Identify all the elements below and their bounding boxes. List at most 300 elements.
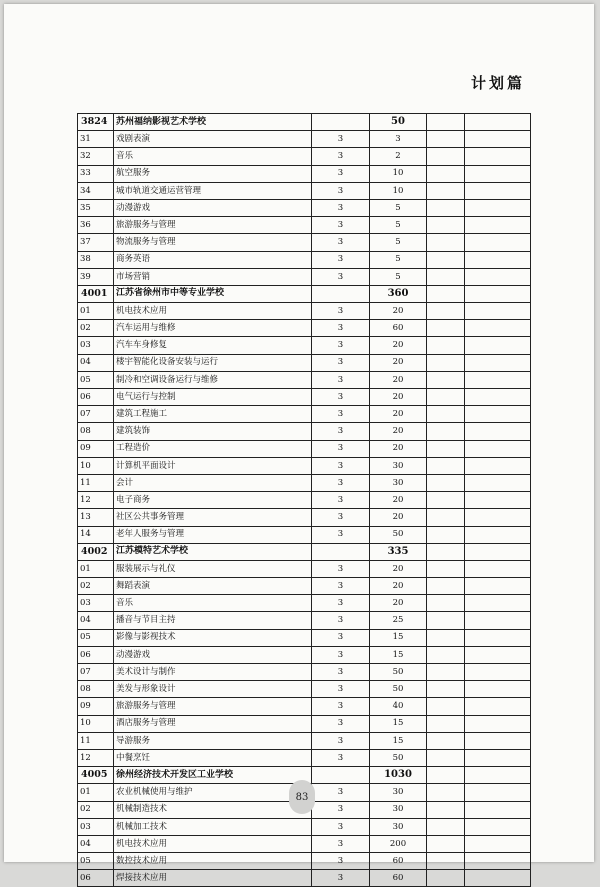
major-name: 汽车运用与维修 xyxy=(114,320,312,337)
major-years: 3 xyxy=(312,165,370,182)
major-extra-cell xyxy=(427,354,465,371)
major-remarks-cell xyxy=(465,595,531,612)
major-remarks-cell xyxy=(465,217,531,234)
major-plan: 5 xyxy=(370,251,427,268)
school-code: 3824 xyxy=(78,114,114,131)
major-row xyxy=(78,818,531,835)
major-plan: 30 xyxy=(370,457,427,474)
school-extra-cell xyxy=(427,767,465,784)
major-code: 07 xyxy=(78,664,114,681)
major-row xyxy=(78,664,531,681)
major-plan: 5 xyxy=(370,217,427,234)
major-years: 3 xyxy=(312,148,370,165)
major-name: 旅游服务与管理 xyxy=(114,217,312,234)
major-row xyxy=(78,835,531,852)
major-plan: 20 xyxy=(370,440,427,457)
major-years: 3 xyxy=(312,440,370,457)
major-name: 商务英语 xyxy=(114,251,312,268)
major-plan: 50 xyxy=(370,664,427,681)
major-code: 33 xyxy=(78,165,114,182)
major-plan: 60 xyxy=(370,853,427,870)
major-row xyxy=(78,474,531,491)
major-remarks-cell xyxy=(465,835,531,852)
major-code: 05 xyxy=(78,853,114,870)
major-plan: 40 xyxy=(370,698,427,715)
school-name: 苏州福纳影视艺术学校 xyxy=(114,114,312,131)
major-row xyxy=(78,165,531,182)
major-years: 3 xyxy=(312,303,370,320)
major-remarks-cell xyxy=(465,474,531,491)
major-plan: 60 xyxy=(370,320,427,337)
major-name: 美发与形象设计 xyxy=(114,681,312,698)
major-name: 汽车车身修复 xyxy=(114,337,312,354)
school-row xyxy=(78,543,531,560)
major-extra-cell xyxy=(427,268,465,285)
school-total: 50 xyxy=(370,114,427,131)
major-extra-cell xyxy=(427,165,465,182)
school-code: 4001 xyxy=(78,285,114,302)
major-extra-cell xyxy=(427,681,465,698)
major-years: 3 xyxy=(312,732,370,749)
major-plan: 15 xyxy=(370,715,427,732)
major-row xyxy=(78,870,531,887)
major-extra-cell xyxy=(427,835,465,852)
major-name: 音乐 xyxy=(114,148,312,165)
major-code: 11 xyxy=(78,474,114,491)
major-remarks-cell xyxy=(465,389,531,406)
major-row xyxy=(78,303,531,320)
major-years: 3 xyxy=(312,595,370,612)
major-years: 3 xyxy=(312,337,370,354)
major-extra-cell xyxy=(427,371,465,388)
major-name: 服装展示与礼仪 xyxy=(114,560,312,577)
major-remarks-cell xyxy=(465,320,531,337)
major-row xyxy=(78,217,531,234)
major-years: 3 xyxy=(312,474,370,491)
major-years: 3 xyxy=(312,199,370,216)
major-code: 02 xyxy=(78,578,114,595)
major-years: 3 xyxy=(312,612,370,629)
major-row xyxy=(78,595,531,612)
major-name: 航空服务 xyxy=(114,165,312,182)
major-code: 12 xyxy=(78,749,114,766)
major-name: 导游服务 xyxy=(114,732,312,749)
major-remarks-cell xyxy=(465,457,531,474)
major-remarks-cell xyxy=(465,612,531,629)
major-extra-cell xyxy=(427,303,465,320)
major-extra-cell xyxy=(427,182,465,199)
major-years: 3 xyxy=(312,698,370,715)
major-extra-cell xyxy=(427,578,465,595)
major-code: 10 xyxy=(78,715,114,732)
major-remarks-cell xyxy=(465,732,531,749)
major-extra-cell xyxy=(427,853,465,870)
major-remarks-cell xyxy=(465,715,531,732)
major-years: 3 xyxy=(312,870,370,887)
major-code: 12 xyxy=(78,492,114,509)
major-row xyxy=(78,457,531,474)
major-extra-cell xyxy=(427,423,465,440)
major-row xyxy=(78,131,531,148)
major-remarks-cell xyxy=(465,629,531,646)
major-code: 01 xyxy=(78,784,114,801)
major-years: 3 xyxy=(312,251,370,268)
major-years: 3 xyxy=(312,234,370,251)
major-name: 建筑装饰 xyxy=(114,423,312,440)
section-badge xyxy=(467,71,529,93)
major-plan: 15 xyxy=(370,629,427,646)
major-remarks-cell xyxy=(465,560,531,577)
major-code: 08 xyxy=(78,681,114,698)
major-remarks-cell xyxy=(465,509,531,526)
major-remarks-cell xyxy=(465,853,531,870)
major-code: 06 xyxy=(78,870,114,887)
major-extra-cell xyxy=(427,131,465,148)
major-name: 酒店服务与管理 xyxy=(114,715,312,732)
major-years: 3 xyxy=(312,131,370,148)
major-row xyxy=(78,578,531,595)
major-remarks-cell xyxy=(465,526,531,543)
school-remarks-cell xyxy=(465,285,531,302)
major-plan: 10 xyxy=(370,182,427,199)
major-name: 建筑工程施工 xyxy=(114,406,312,423)
major-extra-cell xyxy=(427,389,465,406)
school-name: 江苏省徐州市中等专业学校 xyxy=(114,285,312,302)
major-years: 3 xyxy=(312,217,370,234)
major-name: 播音与节目主持 xyxy=(114,612,312,629)
major-remarks-cell xyxy=(465,492,531,509)
major-years: 3 xyxy=(312,681,370,698)
major-name: 戏剧表演 xyxy=(114,131,312,148)
major-years: 3 xyxy=(312,578,370,595)
major-years: 3 xyxy=(312,801,370,818)
major-plan: 50 xyxy=(370,681,427,698)
major-code: 02 xyxy=(78,320,114,337)
major-extra-cell xyxy=(427,440,465,457)
major-extra-cell xyxy=(427,199,465,216)
major-plan: 20 xyxy=(370,423,427,440)
major-years: 3 xyxy=(312,320,370,337)
school-remarks-cell xyxy=(465,543,531,560)
major-code: 35 xyxy=(78,199,114,216)
major-remarks-cell xyxy=(465,303,531,320)
major-extra-cell xyxy=(427,337,465,354)
major-code: 03 xyxy=(78,595,114,612)
enrollment-plan-table xyxy=(77,113,531,887)
major-extra-cell xyxy=(427,526,465,543)
major-code: 36 xyxy=(78,217,114,234)
major-years: 3 xyxy=(312,818,370,835)
major-remarks-cell xyxy=(465,268,531,285)
major-row xyxy=(78,492,531,509)
major-years: 3 xyxy=(312,749,370,766)
major-remarks-cell xyxy=(465,646,531,663)
major-plan: 20 xyxy=(370,492,427,509)
major-name: 音乐 xyxy=(114,595,312,612)
major-years: 3 xyxy=(312,406,370,423)
major-name: 楼宇智能化设备安装与运行 xyxy=(114,354,312,371)
major-years: 3 xyxy=(312,629,370,646)
major-row xyxy=(78,234,531,251)
major-years: 3 xyxy=(312,853,370,870)
major-remarks-cell xyxy=(465,440,531,457)
major-row xyxy=(78,509,531,526)
major-name: 物流服务与管理 xyxy=(114,234,312,251)
major-code: 11 xyxy=(78,732,114,749)
major-name: 市场营销 xyxy=(114,268,312,285)
major-code: 31 xyxy=(78,131,114,148)
major-name: 社区公共事务管理 xyxy=(114,509,312,526)
major-code: 04 xyxy=(78,835,114,852)
major-plan: 50 xyxy=(370,749,427,766)
major-row xyxy=(78,182,531,199)
major-years: 3 xyxy=(312,526,370,543)
document-page xyxy=(4,4,594,884)
page-number-tab xyxy=(289,780,315,814)
major-row xyxy=(78,681,531,698)
major-remarks-cell xyxy=(465,749,531,766)
major-remarks-cell xyxy=(465,165,531,182)
major-plan: 25 xyxy=(370,612,427,629)
major-plan: 20 xyxy=(370,303,427,320)
major-code: 39 xyxy=(78,268,114,285)
major-plan: 20 xyxy=(370,560,427,577)
major-code: 34 xyxy=(78,182,114,199)
major-plan: 50 xyxy=(370,526,427,543)
school-name: 徐州经济技术开发区工业学校 xyxy=(114,767,312,784)
major-code: 01 xyxy=(78,303,114,320)
major-row xyxy=(78,251,531,268)
major-years: 3 xyxy=(312,560,370,577)
major-row xyxy=(78,646,531,663)
major-name: 动漫游戏 xyxy=(114,646,312,663)
major-extra-cell xyxy=(427,646,465,663)
major-plan: 20 xyxy=(370,389,427,406)
major-code: 32 xyxy=(78,148,114,165)
school-total: 360 xyxy=(370,285,427,302)
major-extra-cell xyxy=(427,560,465,577)
major-row xyxy=(78,199,531,216)
major-extra-cell xyxy=(427,698,465,715)
major-name: 机械加工技术 xyxy=(114,818,312,835)
school-row xyxy=(78,114,531,131)
school-extra-cell xyxy=(427,285,465,302)
major-extra-cell xyxy=(427,595,465,612)
major-name: 焊接技术应用 xyxy=(114,870,312,887)
major-extra-cell xyxy=(427,870,465,887)
school-remarks-cell xyxy=(465,767,531,784)
major-plan: 5 xyxy=(370,199,427,216)
major-extra-cell xyxy=(427,818,465,835)
major-years: 3 xyxy=(312,457,370,474)
major-years: 3 xyxy=(312,423,370,440)
major-plan: 5 xyxy=(370,268,427,285)
major-years: 3 xyxy=(312,715,370,732)
major-row xyxy=(78,560,531,577)
major-remarks-cell xyxy=(465,801,531,818)
school-years-cell xyxy=(312,285,370,302)
major-extra-cell xyxy=(427,320,465,337)
major-code: 02 xyxy=(78,801,114,818)
major-code: 04 xyxy=(78,354,114,371)
major-name: 机械制造技术 xyxy=(114,801,312,818)
major-code: 08 xyxy=(78,423,114,440)
major-name: 舞蹈表演 xyxy=(114,578,312,595)
major-code: 37 xyxy=(78,234,114,251)
major-name: 数控技术应用 xyxy=(114,853,312,870)
major-extra-cell xyxy=(427,492,465,509)
major-years: 3 xyxy=(312,182,370,199)
major-remarks-cell xyxy=(465,251,531,268)
major-code: 05 xyxy=(78,371,114,388)
major-name: 影像与影视技术 xyxy=(114,629,312,646)
major-plan: 5 xyxy=(370,234,427,251)
major-years: 3 xyxy=(312,492,370,509)
major-extra-cell xyxy=(427,406,465,423)
major-extra-cell xyxy=(427,784,465,801)
page-number: 83 xyxy=(295,791,309,803)
major-name: 中餐烹饪 xyxy=(114,749,312,766)
major-extra-cell xyxy=(427,234,465,251)
school-row xyxy=(78,285,531,302)
school-code: 4002 xyxy=(78,543,114,560)
major-remarks-cell xyxy=(465,234,531,251)
major-remarks-cell xyxy=(465,664,531,681)
major-years: 3 xyxy=(312,664,370,681)
school-extra-cell xyxy=(427,543,465,560)
major-plan: 20 xyxy=(370,578,427,595)
major-remarks-cell xyxy=(465,131,531,148)
major-extra-cell xyxy=(427,732,465,749)
major-name: 城市轨道交通运营管理 xyxy=(114,182,312,199)
school-years-cell xyxy=(312,767,370,784)
major-name: 会计 xyxy=(114,474,312,491)
major-extra-cell xyxy=(427,474,465,491)
major-code: 06 xyxy=(78,646,114,663)
major-remarks-cell xyxy=(465,182,531,199)
major-years: 3 xyxy=(312,646,370,663)
major-code: 03 xyxy=(78,337,114,354)
major-extra-cell xyxy=(427,612,465,629)
major-plan: 20 xyxy=(370,406,427,423)
major-remarks-cell xyxy=(465,578,531,595)
major-code: 09 xyxy=(78,698,114,715)
major-extra-cell xyxy=(427,251,465,268)
major-plan: 60 xyxy=(370,870,427,887)
school-extra-cell xyxy=(427,114,465,131)
major-row xyxy=(78,732,531,749)
major-row xyxy=(78,406,531,423)
major-row xyxy=(78,354,531,371)
major-extra-cell xyxy=(427,457,465,474)
major-plan: 20 xyxy=(370,371,427,388)
major-plan: 20 xyxy=(370,354,427,371)
major-row xyxy=(78,853,531,870)
major-code: 01 xyxy=(78,560,114,577)
major-remarks-cell xyxy=(465,870,531,887)
major-row xyxy=(78,320,531,337)
school-total: 335 xyxy=(370,543,427,560)
major-row xyxy=(78,440,531,457)
major-row xyxy=(78,526,531,543)
major-code: 10 xyxy=(78,457,114,474)
major-remarks-cell xyxy=(465,423,531,440)
school-name: 江苏模特艺术学校 xyxy=(114,543,312,560)
major-row xyxy=(78,423,531,440)
major-code: 05 xyxy=(78,629,114,646)
major-plan: 15 xyxy=(370,732,427,749)
major-row xyxy=(78,715,531,732)
major-plan: 15 xyxy=(370,646,427,663)
major-extra-cell xyxy=(427,801,465,818)
major-years: 3 xyxy=(312,389,370,406)
major-plan: 30 xyxy=(370,474,427,491)
major-name: 动漫游戏 xyxy=(114,199,312,216)
major-extra-cell xyxy=(427,664,465,681)
major-name: 老年人服务与管理 xyxy=(114,526,312,543)
major-extra-cell xyxy=(427,509,465,526)
major-plan: 20 xyxy=(370,595,427,612)
major-years: 3 xyxy=(312,354,370,371)
major-code: 09 xyxy=(78,440,114,457)
school-remarks-cell xyxy=(465,114,531,131)
major-plan: 10 xyxy=(370,165,427,182)
major-name: 制冷和空调设备运行与维修 xyxy=(114,371,312,388)
major-row xyxy=(78,337,531,354)
major-years: 3 xyxy=(312,784,370,801)
major-name: 农业机械使用与维护 xyxy=(114,784,312,801)
major-row xyxy=(78,148,531,165)
school-code: 4005 xyxy=(78,767,114,784)
major-plan: 30 xyxy=(370,801,427,818)
major-code: 04 xyxy=(78,612,114,629)
major-extra-cell xyxy=(427,629,465,646)
major-name: 电子商务 xyxy=(114,492,312,509)
school-total: 1030 xyxy=(370,767,427,784)
major-code: 38 xyxy=(78,251,114,268)
major-row xyxy=(78,389,531,406)
major-code: 07 xyxy=(78,406,114,423)
major-row xyxy=(78,371,531,388)
major-row xyxy=(78,698,531,715)
major-row xyxy=(78,268,531,285)
major-extra-cell xyxy=(427,749,465,766)
major-row xyxy=(78,612,531,629)
section-badge-label: 计划篇 xyxy=(470,73,525,92)
major-plan: 200 xyxy=(370,835,427,852)
major-years: 3 xyxy=(312,509,370,526)
major-code: 03 xyxy=(78,818,114,835)
major-name: 计算机平面设计 xyxy=(114,457,312,474)
major-remarks-cell xyxy=(465,199,531,216)
major-remarks-cell xyxy=(465,784,531,801)
major-plan: 2 xyxy=(370,148,427,165)
major-remarks-cell xyxy=(465,354,531,371)
major-plan: 30 xyxy=(370,784,427,801)
major-code: 13 xyxy=(78,509,114,526)
major-remarks-cell xyxy=(465,371,531,388)
enrollment-plan-body xyxy=(78,114,531,887)
major-extra-cell xyxy=(427,217,465,234)
major-remarks-cell xyxy=(465,681,531,698)
major-plan: 20 xyxy=(370,509,427,526)
major-code: 06 xyxy=(78,389,114,406)
major-name: 美术设计与制作 xyxy=(114,664,312,681)
major-remarks-cell xyxy=(465,698,531,715)
major-remarks-cell xyxy=(465,818,531,835)
major-code: 14 xyxy=(78,526,114,543)
major-remarks-cell xyxy=(465,148,531,165)
